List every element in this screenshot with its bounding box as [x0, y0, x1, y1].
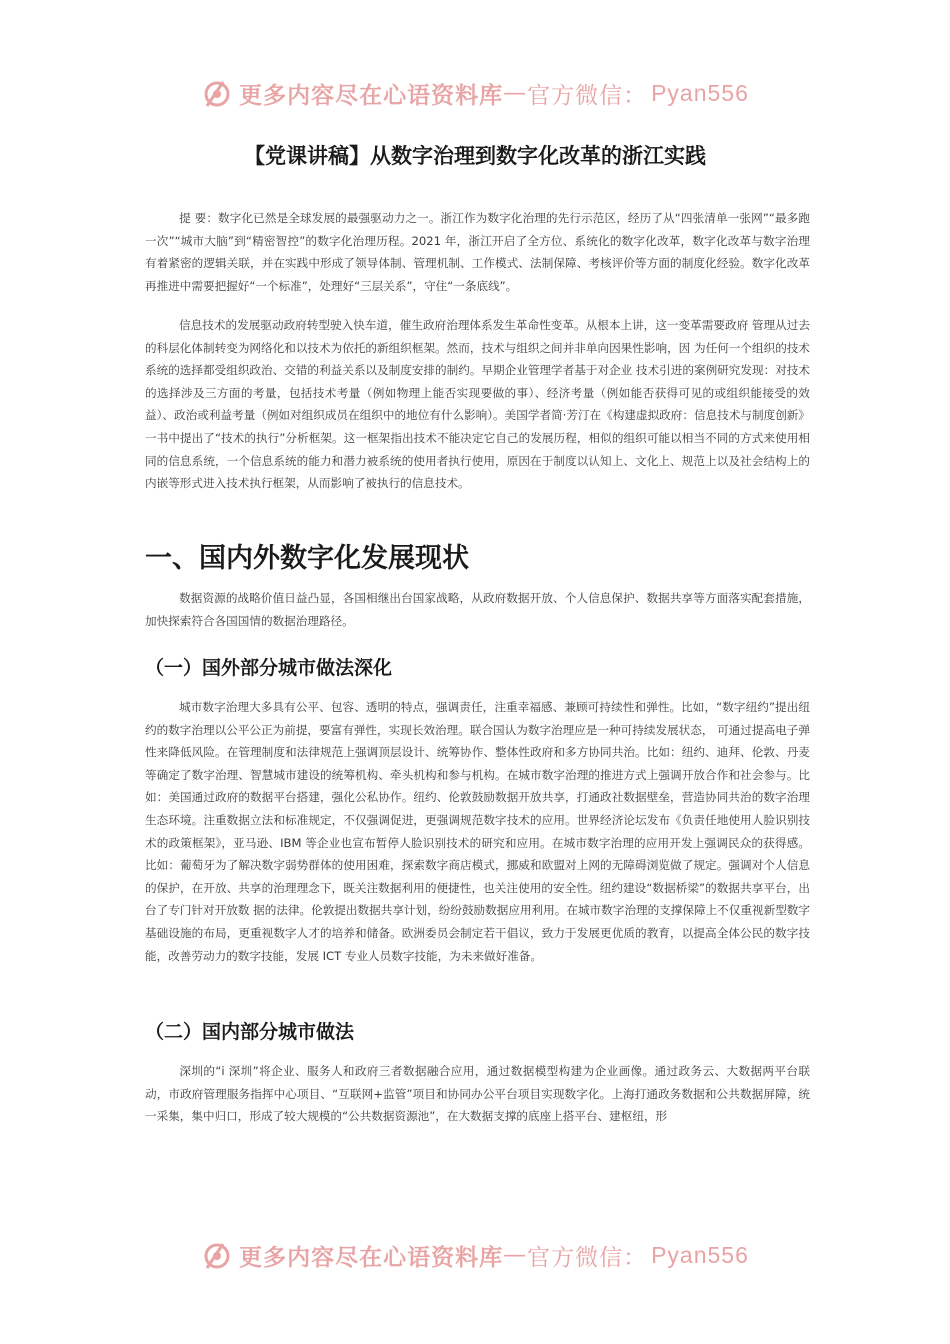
subsection-2-paragraph [145, 1060, 810, 1128]
subsection-2-heading: （二）国内部分城市做法 [145, 1021, 355, 1043]
section-1-heading: 一、国内外数字化发展现状 [145, 543, 469, 574]
watermark-dash: — [503, 80, 528, 106]
watermark-wechat-label: 官方微信： [527, 82, 648, 109]
watermark-handle: Pyan556 [651, 79, 749, 106]
abstract-paragraph [145, 207, 810, 297]
intro-paragraph [145, 314, 810, 495]
intro-text: 信息技术的发展驱动政府转型驶入快车道，催生政府治理体系发生革命性变革。从根本上讲，这一变革需要政府 管理从过去的科层化体制转变为网络化和以技术为依托的新组织框架。然而，技术与组织之间并非单向因果性影响，因 为任何一个组织的技术系统的选择都受组织政治、交错的利益关系以及制度安排的制约。早期企业管理学者基于对企业 技术引进的案例研究发现：对技术的选择涉及三方面的考量，包括技术考量（例如物理上能否实现要做的事）、经济考量（例如能否获得可见的或组织能接受的效益）、政治或利益考量（例如对组织成员在组织中的地位有什么影响）。美国学者简·芳汀在《构建虚拟政府：信息技术与制度创新》一书中提出了“技术的执行”分析框架。这一框架指出技术不能决定它自己的发展历程，相似的组织可能以相当不同的方式来使用相同的信息系统，一个信息系统的能力和潜力被系统的使用者执行使用，原因在于制度以认知上、文化上、规范上以及社会结构上的内嵌等形式进入技术执行框架，从而影响了被执行的信息技术。 [145, 318, 810, 491]
watermark-handle: Pyan556 [651, 1241, 749, 1268]
watermark-wechat-label: 官方微信： [527, 1244, 648, 1271]
abstract-text: 提 要：数字化已然是全球发展的最强驱动力之一。浙江作为数字化治理的先行示范区，经历了从“四张清单一张网”“最多跑一次”“城市大脑”到“精密智控”的数字化治理历程。2021 年，浙江开启了全方位、系统化的数字化改革，数字化改革与数字治理有着紧密的逻辑关联，并在实践中形成了领导体制、管理机制、工作模式、法制保障、考核评价等方面的制度化经验。数字化改革再推进中需要把握好“一个标准”，处理好“三层关系”，守住“一条底线”。 [145, 211, 810, 293]
subsection-1-paragraph [145, 696, 810, 967]
watermark-brand: 更多内容尽在心语资料库 [239, 81, 504, 109]
watermark-brand: 更多内容尽在心语资料库 [239, 1243, 504, 1271]
watermark-footer [0, 1238, 950, 1272]
watermark-dash: — [503, 1242, 528, 1268]
subsection-2-text: 深圳的“i 深圳”将企业、服务人和政府三者数据融合应用，通过数据模型构建为企业画像。通过政务云、大数据两平台联动，市政府管理服务指挥中心项目、“互联网+监管”项目和协同办公平台项目实现数字化。上海打通政务数据和公共数据屏障，统一采集，集中归口，形成了较大规模的“公共数据资源池”，在大数据支撑的底座上搭平台、建枢纽，形 [145, 1064, 810, 1124]
section-1-intro-paragraph [145, 587, 810, 632]
subsection-1-heading: （一）国外部分城市做法深化 [145, 657, 393, 679]
section-1-intro-text: 数据资源的战略价值日益凸显，各国相继出台国家战略，从政府数据开放、个人信息保护、数据共享等方面落实配套措施，加快探索符合各国国情的数据治理路径。 [145, 591, 810, 628]
document-title: 【党课讲稿】从数字治理到数字化改革的浙江实践 [244, 144, 706, 168]
watermark-header [0, 76, 950, 110]
brand-logo-icon [201, 76, 235, 110]
subsection-1-text: 城市数字治理大多具有公平、包容、透明的特点，强调责任，注重幸福感、兼顾可持续性和弹性。比如，“数字纽约”提出纽约的数字治理以公平公正为前提，要富有弹性，实现长效治理。联合国认为数字治理应是一种可持续发展状态， 可通过提高电子弹性来降低风险。在管理制度和法律规范上强调顶层设计、统筹协作、整体性政府和多方协同共治。比如：纽约、迪拜、伦敦、丹麦等确定了数字治理、智慧城市建设的统筹机构、牵头机构和参与机构。在城市数字治理的推进方式上强调开放合作和社会参与。比如：美国通过政府的数据平台搭建，强化公私协作。纽约、伦敦鼓励数据开放共享，打通政社数据壁垒，营造协同共治的数字治理生态环境。注重数据立法和标准规定，不仅强调促进，更强调规范数字技术的应用。世界经济论坛发布《负责任地使用人脸识别技术的政策框架》，亚马逊、IBM 等企业也宣布暂停人脸识别技术的研究和应用。在城市数字治理的应用开发上强调民众的获得感。比如：葡萄牙为了解决数字弱势群体的使用困难，探索数字商店模式，挪威和欧盟对上网的无障碍浏览做了规定。强调对个人信息的保护，在开放、共享的治理理念下，既关注数据利用的便捷性，也关注使用的安全性。纽约建设“数据桥梁”的数据共享平台，出台了专门针对开放数 据的法律。伦敦提出数据共享计划，纷纷鼓励数据应用利用。在城市数字治理的支撑保障上不仅重视新型数字基础设施的布局，更重视数字人才的培养和储备。欧洲委员会制定若干倡议，致力于发展更优质的教育，以提高全体公民的数字技能，改善劳动力的数字技能，发展 ICT 专业人员数字技能，为未来做好准备。 [145, 700, 810, 963]
brand-logo-icon [201, 1238, 235, 1272]
